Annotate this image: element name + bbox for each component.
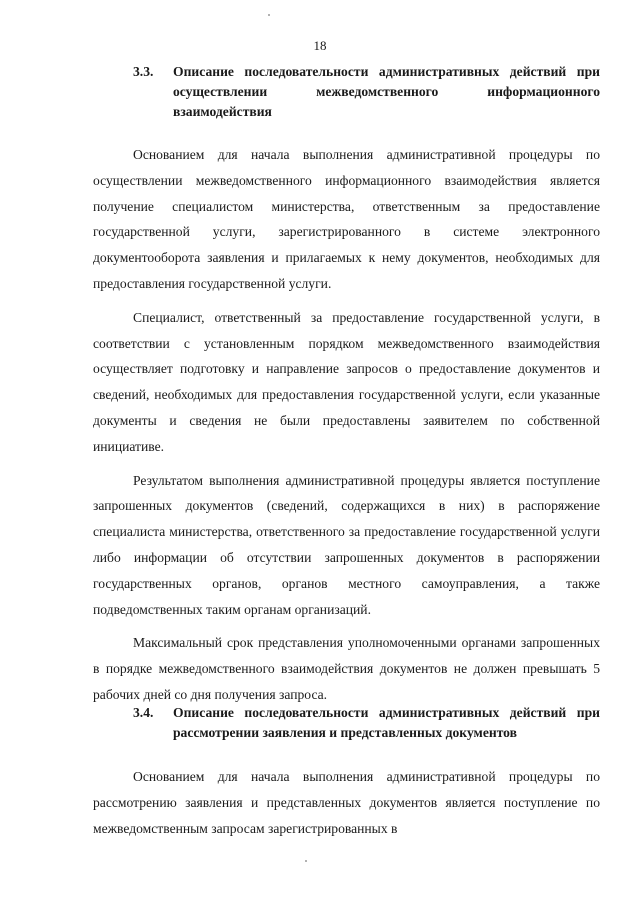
paragraph: Максимальный срок представления уполномоченными органами запрошенных в порядке межведомственного взаимодействия документов не должен превышать 5 рабочих дней со дня получения запроса. xyxy=(93,635,600,702)
paragraph: Основанием для начала выполнения административной процедуры по рассмотрению заявления и представленных документов является поступление по межведомственным запросам зарегистрированных в xyxy=(93,769,600,836)
section-3-3 xyxy=(93,62,600,716)
scan-speck xyxy=(268,14,270,16)
section-body xyxy=(93,764,600,841)
section-heading xyxy=(93,62,600,122)
section-body xyxy=(93,142,600,708)
paragraph: Результатом выполнения административной процедуры является поступление запрошенных документов (сведений, содержащихся в них) в распоряжение специалиста министерства, ответственного за предоставление государственной услуги либо информации об отсутствии запрошенных документов в распоряжении государственных органов, органов местного самоуправления, а также подведомственных таким органам организаций. xyxy=(93,472,600,617)
section-title: Описание последовательности административных действий при осуществлении межведомственного информационного взаимодействия xyxy=(173,64,600,119)
section-number: 3.4. xyxy=(133,705,154,720)
scan-speck xyxy=(305,860,307,862)
paragraph: Специалист, ответственный за предоставление государственной услуги, в соответствии с установленным порядком межведомственного взаимодействия осуществляет подготовку и направление запросов о предоставление документов и сведений, необходимых для предоставления государственной услуги, если указанные документы и сведения не были предоставлены заявителем по собственной инициативе. xyxy=(93,309,600,454)
section-title: Описание последовательности административных действий при рассмотрении заявления и представленных документов xyxy=(173,705,600,740)
page-number: 18 xyxy=(313,38,327,53)
section-number: 3.3. xyxy=(133,64,154,79)
section-heading xyxy=(93,703,600,743)
paragraph: Основанием для начала выполнения административной процедуры по осуществлении межведомственного информационного взаимодействия является получение специалистом министерства, ответственным за предоставление государственной услуги, зарегистрированного в системе электронного документооборота заявления и прилагаемых к нему документов, необходимых для предоставления государственной услуги. xyxy=(93,147,600,291)
section-3-4 xyxy=(93,703,600,849)
